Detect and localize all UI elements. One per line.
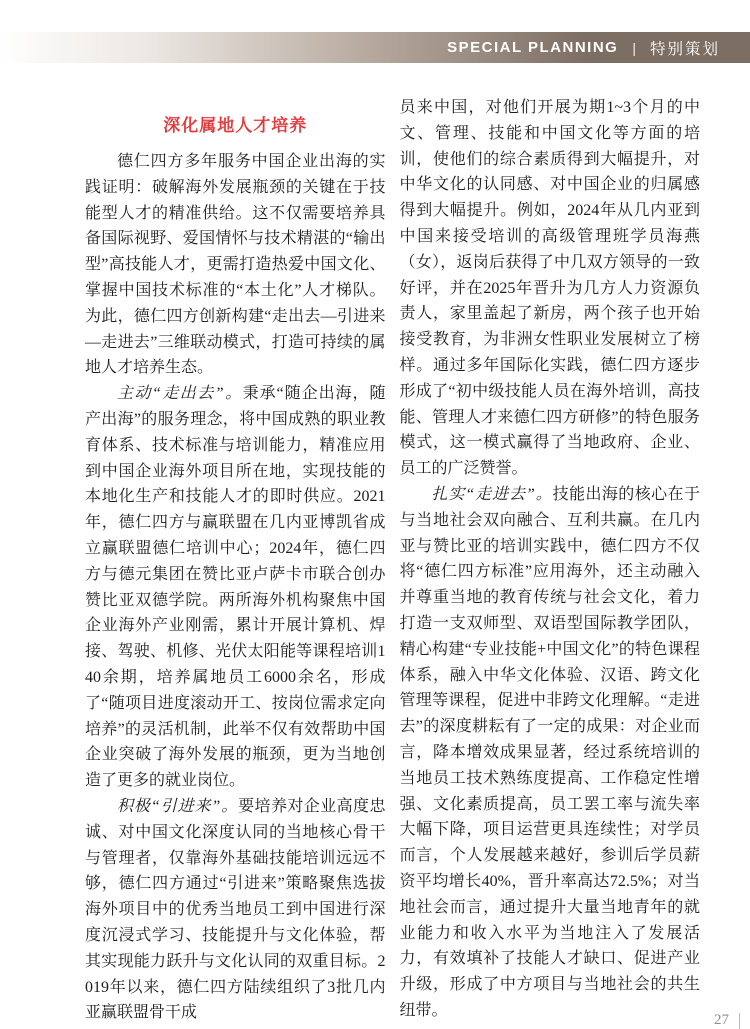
header-chinese-label: 特别策划 — [649, 40, 720, 58]
page-number-value: 27 — [714, 1012, 729, 1028]
paragraph-lead: 主动“走出去”。 — [117, 385, 243, 403]
section-title: 深化属地人才培养 — [163, 116, 308, 135]
left-column — [85, 95, 386, 1026]
paragraph-lead: 扎实“走进去”。 — [431, 485, 553, 503]
header-separator: | — [632, 39, 636, 56]
page-header-bar — [0, 32, 750, 63]
header-english-label: SPECIAL PLANNING — [447, 39, 619, 56]
paragraph: 积极“引进来”。要培养对企业高度忠诚、对中国文化深度认同的当地核心骨干与管理者，仅靠海外基础技能培训远远不够，德仁四方通过“引进来”策略聚焦选拔海外项目中的优秀当地员工到中国进行深度沉浸式学习、技能提升与文化体验，帮其实现能力跃升与文化认同的双重目标。2019年以来，德仁四方陆续组织了3批几内亚赢联盟骨干成 — [85, 797, 386, 1022]
paragraph-lead: 积极“引进来”。 — [117, 797, 239, 815]
right-column — [400, 95, 701, 1026]
paragraph: 扎实“走进去”。技能出海的核心在于与当地社会双向融合、互利共赢。在几内亚与赞比亚的培训实践中，德仁四方不仅将“德仁四方标准”应用海外，还主动融入并尊重当地的教育传统与社会文化，着力打造一支双师型、双语型国际教学团队，精心构建“专业技能+中国文化”的特色课程体系，融入中华文化体验、汉语、跨文化管理等课程，促进中非跨文化理解。“走进去”的深度耕耘有了一定的成果：对企业而言，降本增效成果显著，经过系统培训的当地员工技术熟练度提高、工作稳定性增强、文化素质提高，员工罢工率与流失率大幅下降，项目运营更具连续性；对学员而言，个人发展越来越好，参训后学员薪资平均增长40%，晋升率高达72.5%；对当地社会而言，通过提升大量当地青年的就业能力和收入水平为当地注入了发展活力，有效填补了技能人才缺口、促进产业升级，形成了中方项目与当地社会的共生纽带。 — [399, 485, 700, 1019]
page-number-divider — [739, 1013, 740, 1029]
article-body — [85, 95, 700, 1026]
paragraph: 主动“走出去”。秉承“随企出海，随产出海”的服务理念，将中国成熟的职业教育体系、技术标准与培训能力，精准应用到中国企业海外项目所在地，实现技能的本地化生产和技能人才的即时供应。2021年，德仁四方与赢联盟在几内亚博凯省成立赢联盟德仁培训中心；2024年，德仁四方与德元集团在赞比亚卢萨卡市联合创办赞比亚双德学院。两所海外机构聚焦中国企业海外产业刚需，累计开展计算机、焊接、驾驶、机修、光伏太阳能等课程培训140余期，培养属地员工6000余名，形成了“随项目进度滚动开工、按岗位需求定向培养”的灵活机制，此举不仅有效帮助中国企业突破了海外发展的瓶颈，更为当地创造了更多的就业岗位。 — [85, 385, 386, 790]
page-number — [714, 1012, 740, 1029]
paragraph: 德仁四方多年服务中国企业出海的实践证明：破解海外发展瓶颈的关键在于技能型人才的精准供给。这不仅需要培养具备国际视野、爱国情怀与技术精湛的“输出型”高技能人才，更需打造热爱中国文化、掌握中国技术标准的“本土化”人才梯队。为此，德仁四方创新构建“走出去—引进来—走进去”三维联动模式，打造可持续的属地人才培养生态。 — [85, 153, 386, 377]
paragraph: 员来中国，对他们开展为期1~3个月的中文、管理、技能和中国文化等方面的培训，使他们的综合素质得到大幅提升，对中华文化的认同感、对中国企业的归属感得到大幅提升。例如，2024年从几内亚到中国来接受培训的高级管理班学员海燕（女），返岗后获得了中几双方领导的一致好评，并在2025年晋升为几方人力资源负责人，家里盖起了新房，两个孩子也开始接受教育，为非洲女性职业发展树立了榜样。通过多年国际化实践，德仁四方逐步形成了“初中级技能人员在海外培训，高技能、管理人才来德仁四方研修”的特色服务模式，这一模式赢得了当地政府、企业、员工的广泛赞誉。 — [399, 99, 700, 478]
